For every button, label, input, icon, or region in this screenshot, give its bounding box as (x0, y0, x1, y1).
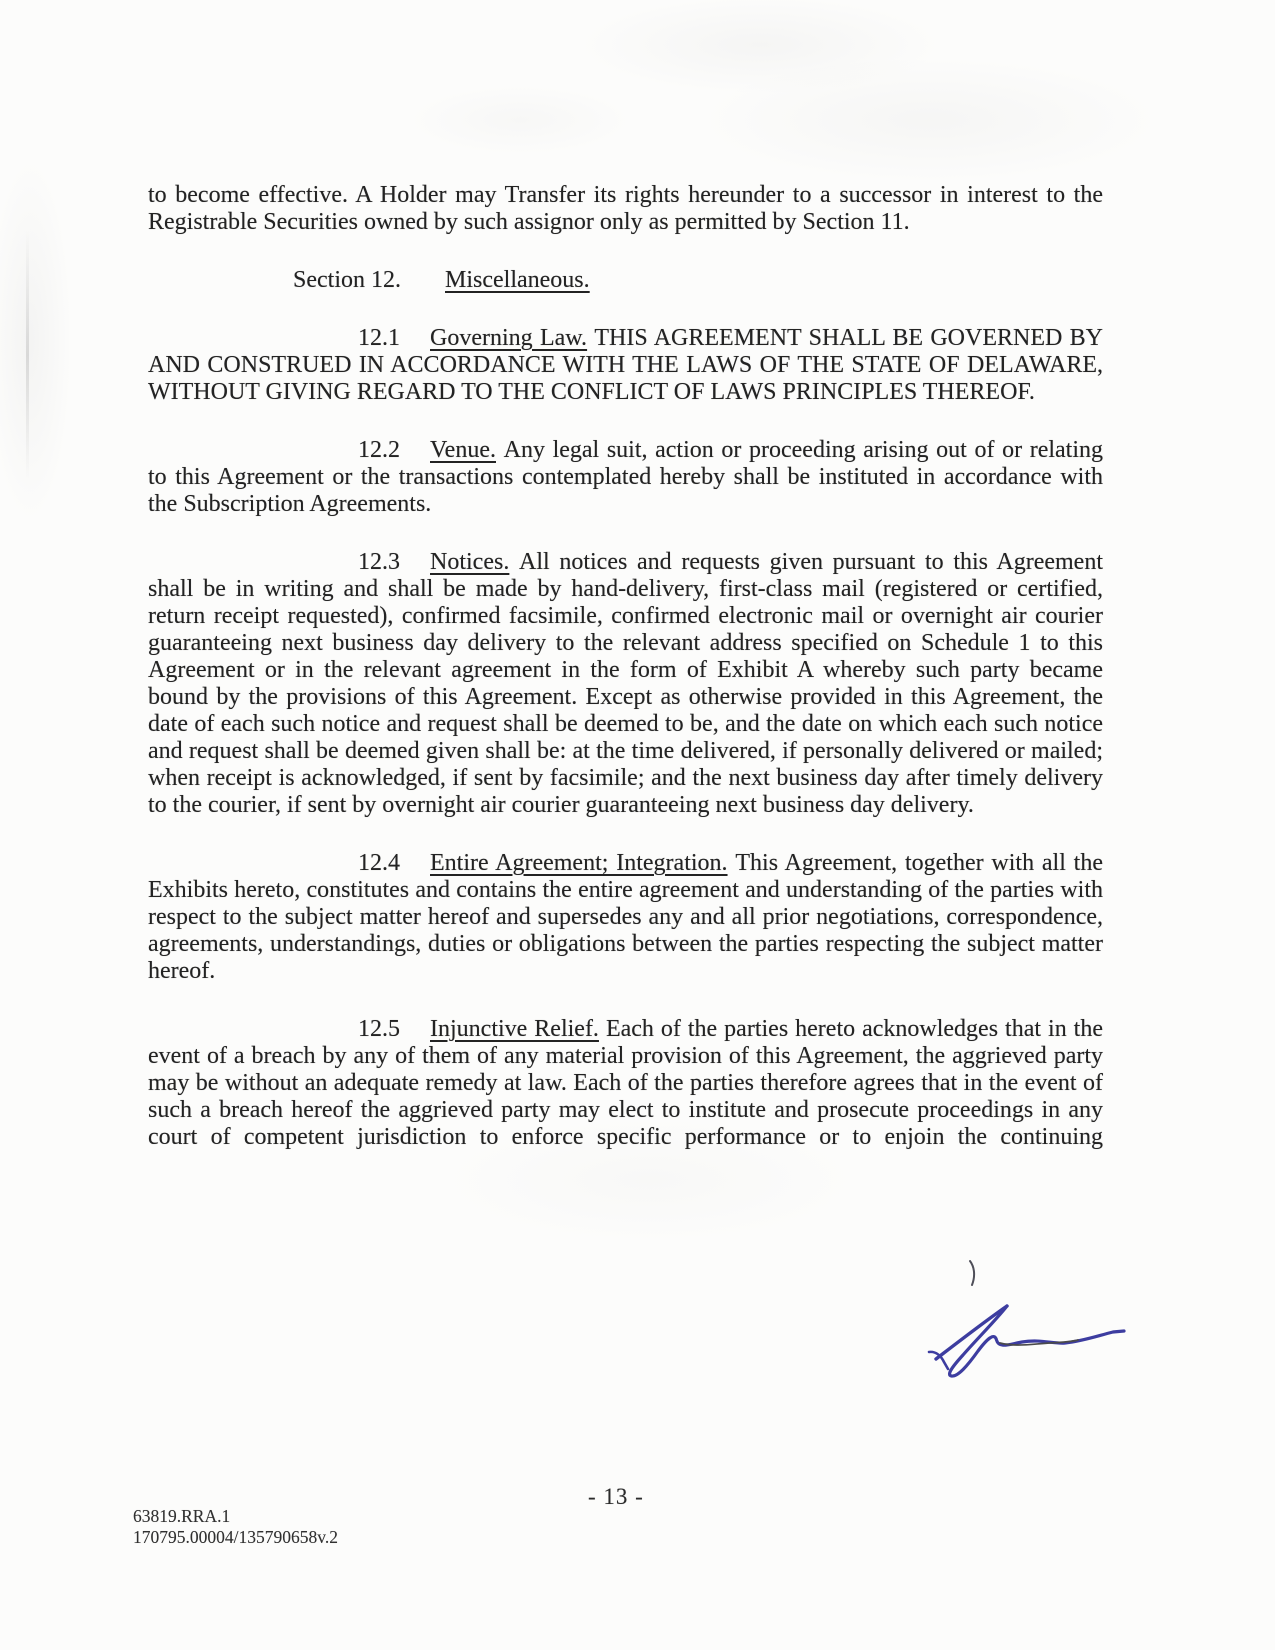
subsection-title: Venue. (430, 437, 496, 463)
section-label: Section 12. (293, 267, 401, 293)
subsection-number: 12.3 (358, 549, 400, 575)
subsection-text: All notices and requests given pursuant to this Agreement shall be in writing and shall be made by hand-delivery, first-class mail (registered or certified, return receipt requested), confirmed facsimile, confirmed electronic mail or overnight air courier guaranteeing next business day delivery to the relevant address specified on Schedule 1 to this Agreement or in the relevant agreement in the form of Exhibit A whereby such party became bound by the provisions of this Agreement. Except as otherwise provided in this Agreement, the date of each such notice and request shall be deemed to be, and the date on which each such notice and request shall be deemed given shall be: at the time delivered, if personally delivered or mailed; when receipt is acknowledged, if sent by facsimile; and the next business day after timely delivery to the courier, if sent by overnight air courier guaranteeing next business day delivery. (148, 549, 1103, 818)
signature-scribble (950, 1306, 1124, 1376)
paragraph-continuation: to become effective. A Holder may Transfer its rights hereunder to a successor in interest to the Registrable Securities owned by such assignor only as permitted by Section 11. (148, 182, 1103, 235)
section-12-heading (148, 267, 1103, 294)
handwritten-signature (915, 1250, 1140, 1385)
footer-ref-line1: 63819.RRA.1 (133, 1506, 231, 1526)
subsection-title: Notices. (430, 549, 510, 575)
subsection-text: Each of the parties hereto acknowledges that in the event of a breach by any of them of any material provision of this Agreement, the aggrieved party may be without an adequate remedy at law. Each of the parties therefore agrees that in the event of such a breach hereof the aggrieved party may elect to institute and prosecute proceedings in any court of competent jurisdiction to enforce specific performance or to enjoin the continuing (148, 1016, 1104, 1150)
subsection-12-1 (148, 325, 1103, 406)
subsection-text: THIS AGREEMENT SHALL BE GOVERNED BY AND CONSTRUED IN ACCORDANCE WITH THE LAWS OF THE STATE OF DELAWARE, WITHOUT GIVING REGARD TO THE CONFLICT OF LAWS PRINCIPLES THEREOF. (148, 325, 1104, 405)
document-body (148, 182, 1103, 1182)
section-title: Miscellaneous. (445, 267, 590, 293)
subsection-number: 12.1 (358, 325, 400, 351)
subsection-title: Entire Agreement; Integration. (430, 850, 728, 876)
subsection-number: 12.4 (358, 850, 400, 876)
subsection-number: 12.2 (358, 437, 400, 463)
signature-scribble (929, 1352, 948, 1369)
subsection-12-2 (148, 437, 1103, 518)
subsection-title: Governing Law. (430, 325, 588, 351)
subsection-12-3 (148, 549, 1103, 819)
footer-ref-line2: 170795.00004/135790658v.2 (133, 1527, 338, 1547)
document-reference-footer (133, 1506, 338, 1548)
signature-scribble (936, 1306, 1007, 1359)
subsection-text: Any legal suit, action or proceeding arising out of or relating to this Agreement or the transactions contemplated hereby shall be instituted in accordance with the Subscription Agreements. (148, 437, 1104, 517)
pen-tick-mark (970, 1261, 974, 1285)
subsection-text: This Agreement, together with all the Exhibits hereto, constitutes and contains the entire agreement and understanding of the parties with respect to the subject matter hereof and supersedes any and all prior negotiations, correspondence, agreements, understandings, duties or obligations between the parties respecting the subject matter hereof. (148, 850, 1104, 984)
scan-artifact-streak (26, 230, 29, 480)
subsection-title: Injunctive Relief. (430, 1016, 599, 1042)
subsection-number: 12.5 (358, 1016, 400, 1042)
page-number: - 13 - (588, 1484, 644, 1509)
subsection-12-5 (148, 1016, 1103, 1151)
subsection-12-4 (148, 850, 1103, 985)
